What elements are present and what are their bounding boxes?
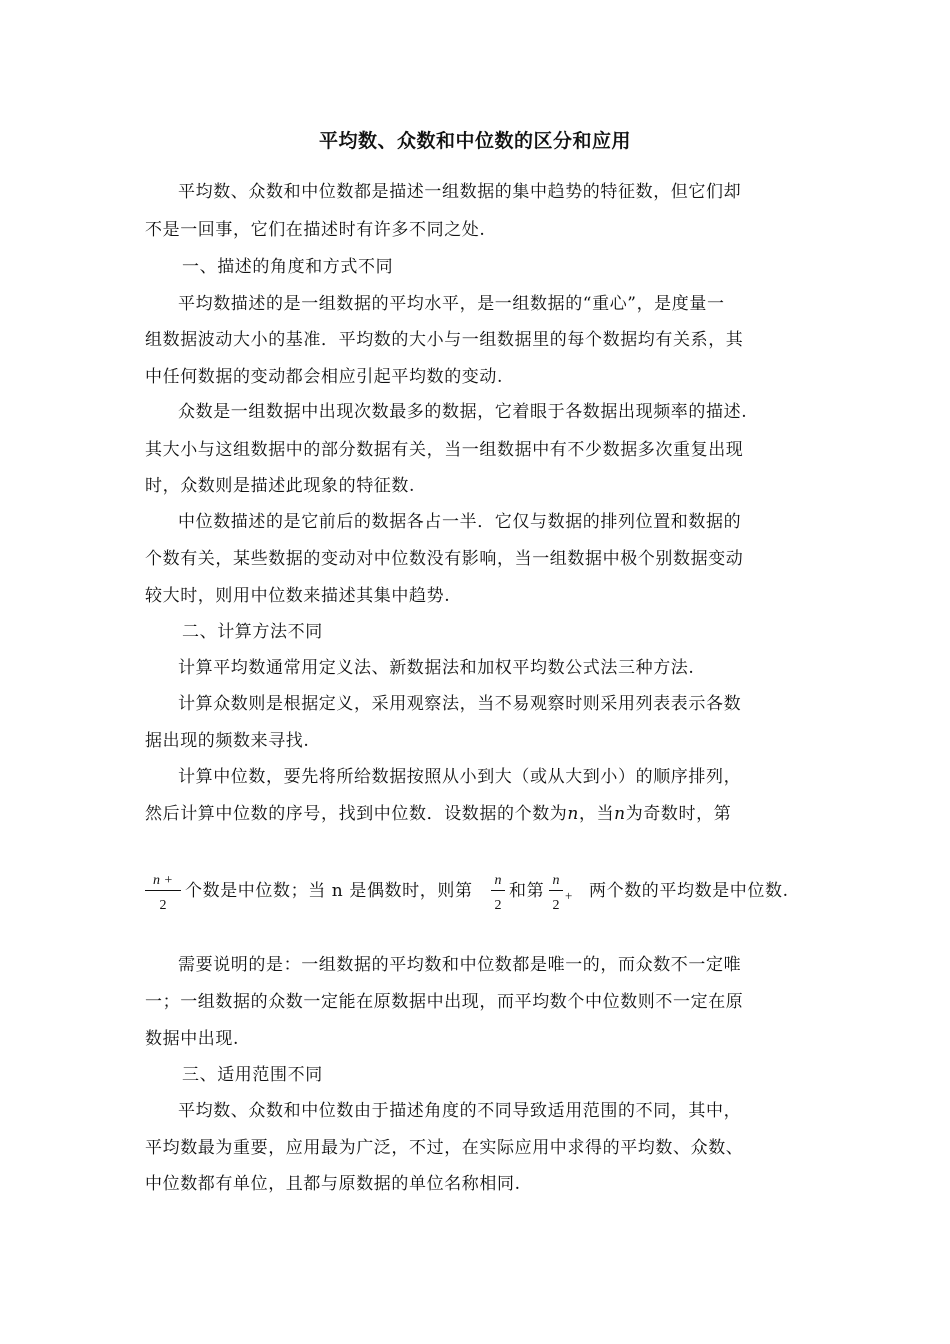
section2-mode-line-1: 计算众数则是根据定义，采用观察法，当不易观察时则采用列表表示各数 <box>178 694 742 714</box>
fraction-plus-sign: + <box>565 888 573 903</box>
section1-mode-line-3: 时，众数则是描述此现象的特征数. <box>145 476 416 496</box>
formula-text-2: 和第 <box>509 881 545 901</box>
section2-mean-line: 计算平均数通常用定义法、新数据法和加权平均数公式法三种方法. <box>178 658 695 678</box>
median-line-2c: 为奇数时，第 <box>625 804 732 824</box>
section2-heading: 二、计算方法不同 <box>182 622 323 642</box>
section1-median-line-1: 中位数描述的是它前后的数据各占一半．它仅与数据的排列位置和数据的 <box>178 512 742 532</box>
document-title: 平均数、众数和中位数的区分和应用 <box>318 130 631 152</box>
section1-mode-line-2: 其大小与这组数据中的部分数据有关，当一组数据中有不少数据多次重复出现 <box>145 440 744 460</box>
fraction-denominator: 2 <box>494 898 502 913</box>
section1-mean-line-1: 平均数描述的是一组数据的平均水平，是一组数据的“重心”，是度量一 <box>178 294 725 314</box>
section1-mode-line-1: 众数是一组数据中出现次数最多的数据，它着眼于各数据出现频率的描述. <box>178 402 748 422</box>
fraction-denominator: 2 <box>552 898 560 913</box>
fraction-bar <box>549 890 563 891</box>
section2-median-line-1: 计算中位数，要先将所给数据按照从小到大（或从大到小）的顺序排列， <box>178 767 742 787</box>
median-line-2b: ，当 <box>578 804 615 824</box>
intro-line-1: 平均数、众数和中位数都是描述一组数据的集中趋势的特征数，但它们却 <box>178 182 742 202</box>
section1-mean-line-3: 中任何数据的变动都会相应引起平均数的变动. <box>145 367 504 387</box>
intro-line-2: 不是一回事，它们在描述时有许多不同之处. <box>145 220 486 240</box>
section1-median-line-3: 较大时，则用中位数来描述其集中趋势. <box>145 586 451 606</box>
section1-mean-line-2: 组数据波动大小的基准．平均数的大小与一组数据里的每个数据均有关系，其 <box>145 330 744 350</box>
fraction-numerator: n + <box>153 873 173 888</box>
section2-mode-line-2: 据出现的频数来寻找. <box>145 731 310 751</box>
fraction-numerator: n <box>494 873 502 888</box>
section2-note-line-3: 数据中出现. <box>145 1029 240 1049</box>
section3-heading: 三、适用范围不同 <box>182 1065 323 1085</box>
median-line-2a: 然后计算中位数的序号，找到中位数．设数据的个数为 <box>145 804 568 824</box>
fraction-denominator: 2 <box>159 898 167 913</box>
fraction-n-over-2 <box>491 872 505 915</box>
section3-line-2: 平均数最为重要，应用最为广泛，不过，在实际应用中求得的平均数、众数、 <box>145 1138 744 1158</box>
variable-n: n <box>614 804 626 824</box>
section2-note-line-2: 一；一组数据的众数一定能在原数据中出现，而平均数个中位数则不一定在原 <box>145 992 744 1012</box>
section2-note-line-1: 需要说明的是：一组数据的平均数和中位数都是唯一的，而众数不一定唯 <box>178 955 742 975</box>
section2-median-line-2 <box>145 802 731 826</box>
formula-text-1: 个数是中位数；当 n 是偶数时，则第 <box>185 881 473 901</box>
section1-heading: 一、描述的角度和方式不同 <box>182 257 394 277</box>
fraction-bar <box>491 890 505 891</box>
fraction-n-plus-1-over-2 <box>145 872 181 915</box>
section3-line-1: 平均数、众数和中位数由于描述角度的不同导致适用范围的不同，其中， <box>178 1101 742 1121</box>
formula-text-3: 两个数的平均数是中位数. <box>589 881 789 901</box>
fraction-n-over-2-plus <box>549 872 563 915</box>
section1-median-line-2: 个数有关，某些数据的变动对中位数没有影响，当一组数据中极个别数据变动 <box>145 549 744 569</box>
variable-n: n <box>567 804 579 824</box>
fraction-numerator: n <box>552 873 560 888</box>
median-formula-line <box>145 866 845 926</box>
fraction-bar <box>145 890 181 891</box>
section3-line-3: 中位数都有单位，且都与原数据的单位名称相同. <box>145 1174 521 1194</box>
